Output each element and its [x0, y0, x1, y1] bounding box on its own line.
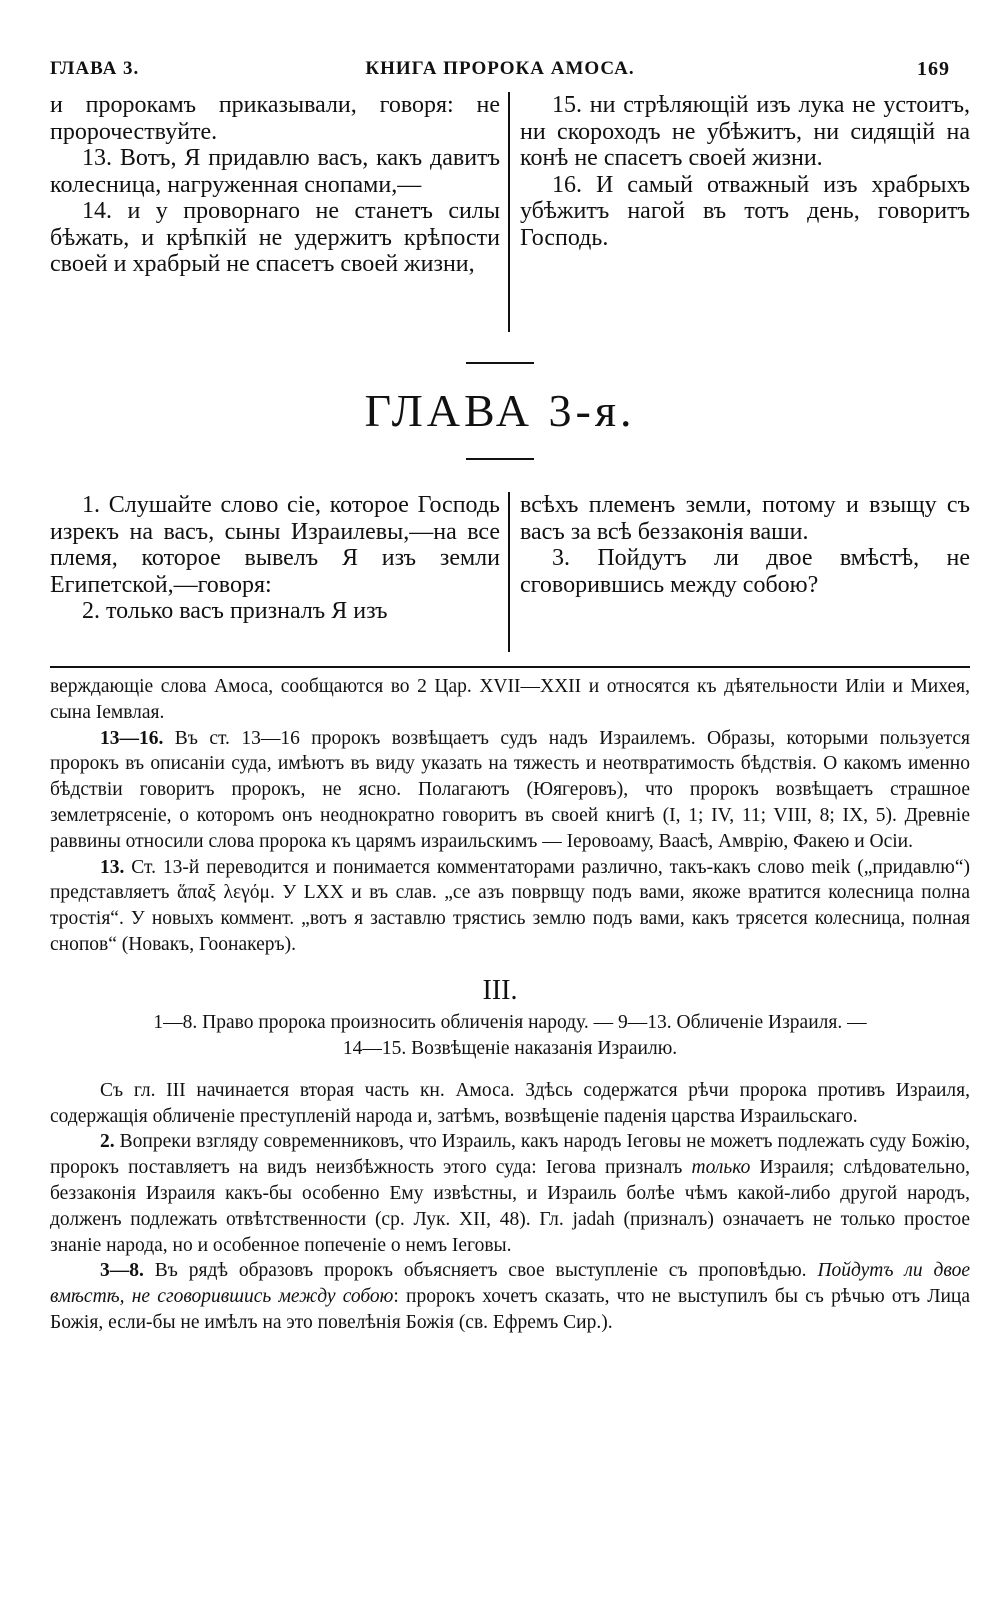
verse-paragraph: и пророкамъ приказывали, говоря: не пророчествуйте. [50, 92, 500, 145]
header-chapter-label: ГЛАВА 3. [50, 58, 140, 79]
verse-paragraph: 15. ни стрѣляющій изъ лука не устоитъ, ни скороходъ не убѣжитъ, ни сидящій на конѣ не спасетъ своей жизни. [520, 92, 970, 171]
title-rule-bottom [466, 458, 534, 460]
commentary-text: Ст. 13-й переводится и понимается комментаторами различно, такъ-какъ слово meik („придавлю“) представляетъ ἅπαξ λεγόμ. У LXX и въ слав. „се азъ поврвщу подъ вами, якоже вратится колесница полна тростія“. У новыхъ коммент. „вотъ я заставлю трястись землю подъ вами, какъ трясется колесница, полная снопов“ (Новакъ, Гоонакеръ). [50, 856, 970, 955]
verse-columns-chapter-3 [50, 492, 970, 652]
verse-reference: 13—16. [100, 727, 164, 749]
quoted-phrase: Пойдутъ ли двое вмѣстѣ, не сговорившись между собою [50, 1260, 970, 1308]
verse-paragraph: всѣхъ племенъ земли, потому и взыщу съ васъ за всѣ беззаконія ваши. [520, 492, 970, 545]
commentary-text: Въ рядѣ образовъ пророкъ объясняетъ свое выступленіе съ проповѣдью. [143, 1260, 818, 1282]
quoted-phrase: только [691, 1157, 751, 1179]
commentary-paragraph [50, 1078, 970, 1130]
commentary-paragraph [50, 674, 970, 726]
chapter-title: ГЛАВА 3-я. [364, 385, 636, 436]
commentary-divider [50, 666, 970, 668]
section-summary-line: 14—15. Возвѣщеніе наказанія Израилю. [342, 1037, 678, 1059]
commentary-text: Съ гл. III начинается вторая часть кн. Амоса. Здѣсь содержатся рѣчи пророка противъ Израиля, содержащія обличеніе преступленій народа и, затѣмъ, возвѣщеніе паденія царства Израильскаго. [50, 1079, 970, 1127]
commentary-text: : пророкъ хочетъ сказать, что не выступилъ бы съ рѣчью отъ Лица Божія, если-бы не имѣлъ на это повелѣнія Божія (св. Ефремъ Сир.). [50, 1286, 971, 1333]
commentary-block [50, 674, 970, 958]
verse-columns-chapter-2-end [50, 92, 970, 332]
verse-paragraph: 13. Вотъ, Я придавлю васъ, какъ давитъ колесница, нагруженная снопами,— [50, 145, 500, 198]
verse-paragraph: 1. Слушайте слово сіе, которое Господь изрекъ на васъ, сыны Израилевы,—на все племя, которое вывелъ Я изъ земли Египетской,—говоря: [50, 492, 500, 598]
title-rule-top [466, 362, 534, 364]
commentary-text: Въ ст. 13—16 пророкъ возвѣщаетъ судъ надъ Израилемъ. Образы, которыми пользуется пророкъ въ описаніи суда, имѣютъ въ виду указать на тяжесть и неотвратимость бѣдствія. О какомъ именно бѣдствіи говоритъ пророкъ, не ясно. Полагаютъ (Юягеровъ), что пророкъ возвѣщаетъ страшное землетрясеніе, о которомъ онъ неоднократно говоритъ въ своей книгѣ (I, 1; IV, 11; VIII, 8; IX, 5). Древніе раввины относили слова пророка къ царямъ израильскимъ — Іеровоаму, Ваасѣ, Амврію, Факею и Осіи. [50, 727, 970, 852]
commentary-paragraph [50, 1129, 970, 1258]
section-summary-line: 1—8. Право пророка произносить обличенія народу. — 9—13. Обличеніе Израиля. — [153, 1011, 867, 1033]
verse-paragraph: 3. Пойдутъ ли двое вмѣстѣ, не сговорившись между собою? [520, 545, 970, 598]
commentary-text: Вопреки взгляду современниковъ, что Израиль, какъ народъ Іеговы не можетъ подлежать суду Божію, пророкъ поставляетъ на видъ неизбѣжность этого суда: Іегова призналъ [50, 1131, 970, 1179]
header-book-title: КНИГА ПРОРОКА АМОСА. [365, 58, 635, 79]
verse-paragraph: 2. только васъ призналъ Я изъ [82, 598, 388, 624]
commentary-text: верждающіе слова Амоса, сообщаются во 2 Цар. XVII—XXII и относятся къ дѣятельности Иліи и Михея, сына Іемвлая. [50, 676, 970, 723]
commentary-text: Израиля; слѣдовательно, беззаконія Израиля какъ-бы особенно Ему извѣстны, и Израиль болѣе чѣмъ какой-либо другой народъ, долженъ подлежать отвѣтственности (ср. Лук. XII, 48). Гл. jadah (призналъ) означаетъ не только простое знаніе народа, но и особенное попеченіе о немъ Іеговы. [50, 1157, 970, 1256]
verse-paragraph: 14. и у проворнаго не станетъ силы бѣжать, и крѣпкій не удержитъ крѣпости своей и храбрый не спасетъ своей жизни, [50, 198, 500, 277]
verse-column-right [510, 92, 970, 332]
verse-reference: 13. [100, 856, 125, 878]
commentary-paragraph [50, 726, 970, 855]
verse-reference: 3—8. [100, 1260, 144, 1282]
verse-reference: 2. [100, 1131, 115, 1153]
running-header [40, 58, 960, 92]
commentary-paragraph [50, 1258, 970, 1335]
verse-paragraph: 16. И самый отважный изъ храбрыхъ убѣжитъ нагой въ тотъ день, говоритъ Господь. [520, 171, 970, 251]
verse-column-left [50, 92, 510, 332]
commentary-block [50, 1078, 970, 1336]
section-summary [50, 1010, 970, 1062]
verse-column-right [510, 492, 970, 652]
page-number: 169 [917, 58, 950, 80]
section-numeral: III. [482, 974, 518, 1006]
commentary-paragraph [50, 855, 970, 958]
verse-column-left [50, 492, 510, 652]
